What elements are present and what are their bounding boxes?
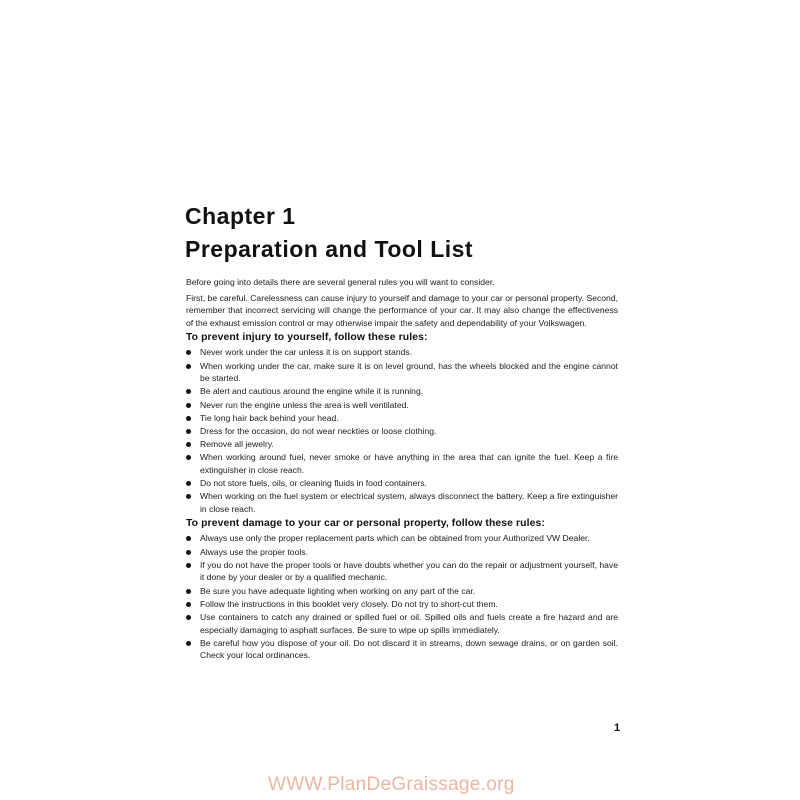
list-item: Never work under the car unless it is on support stands. bbox=[186, 346, 618, 359]
bullet-icon bbox=[186, 429, 191, 434]
list-item: When working under the car, make sure it is on level ground, has the wheels blocked and the engine cannot be started. bbox=[186, 360, 618, 385]
list-item: When working on the fuel system or electrical system, always disconnect the battery. Keep a fire extinguisher in close reach. bbox=[186, 490, 618, 515]
bullet-icon bbox=[186, 416, 191, 421]
bullet-icon bbox=[186, 589, 191, 594]
bullet-icon bbox=[186, 389, 191, 394]
chapter-body bbox=[186, 276, 618, 663]
injury-rules-list bbox=[186, 346, 618, 515]
list-item: Remove all jewelry. bbox=[186, 438, 618, 451]
caution-paragraph: First, be careful. Carelessness can cause injury to yourself and damage to your car or personal property. Second, remember that incorrect servicing will change the performance of your car. It may also change the effectiveness of the exhaust emission control or may otherwise impair the safety and dependability of your Volkswagen. bbox=[186, 292, 618, 328]
list-item: Always use only the proper replacement parts which can be obtained from your Authorized VW Dealer. bbox=[186, 532, 618, 545]
list-item: Dress for the occasion, do not wear neckties or loose clothing. bbox=[186, 425, 618, 438]
list-item: Never run the engine unless the area is well ventilated. bbox=[186, 399, 618, 412]
list-item: Be careful how you dispose of your oil. Do not discard it in streams, down sewage drains, or on garden soil. Check your local ordinances. bbox=[186, 637, 618, 662]
list-item: When working around fuel, never smoke or have anything in the area that can ignite the fuel. Keep a fire extinguisher in close reach. bbox=[186, 451, 618, 476]
list-item: Tie long hair back behind your head. bbox=[186, 412, 618, 425]
list-item: If you do not have the proper tools or have doubts whether you can do the repair or adjustment yourself, have it done by your dealer or by a qualified mechanic. bbox=[186, 559, 618, 584]
bullet-icon bbox=[186, 536, 191, 541]
intro-paragraph: Before going into details there are several general rules you will want to consider. bbox=[186, 277, 495, 287]
bullet-icon bbox=[186, 455, 191, 460]
bullet-icon bbox=[186, 442, 191, 447]
bullet-icon bbox=[186, 481, 191, 486]
page-number: 1 bbox=[614, 722, 621, 734]
bullet-icon bbox=[186, 403, 191, 408]
chapter-number: Chapter 1 bbox=[185, 203, 296, 229]
bullet-icon bbox=[186, 563, 191, 568]
damage-rules-heading: To prevent damage to your car or personal property, follow these rules: bbox=[186, 518, 545, 530]
bullet-icon bbox=[186, 350, 191, 355]
damage-rules-list bbox=[186, 532, 618, 662]
chapter-title bbox=[185, 200, 473, 266]
chapter-name: Preparation and Tool List bbox=[185, 236, 474, 262]
list-item: Be sure you have adequate lighting when working on any part of the car. bbox=[186, 585, 618, 598]
list-item: Follow the instructions in this booklet very closely. Do not try to short-cut them. bbox=[186, 598, 618, 611]
injury-rules-heading: To prevent injury to yourself, follow these rules: bbox=[186, 332, 428, 344]
list-item: Always use the proper tools. bbox=[186, 546, 618, 559]
bullet-icon bbox=[186, 550, 191, 555]
bullet-icon bbox=[186, 615, 191, 620]
bullet-icon bbox=[186, 602, 191, 607]
bullet-icon bbox=[186, 494, 191, 499]
list-item: Be alert and cautious around the engine while it is running. bbox=[186, 385, 618, 398]
list-item: Do not store fuels, oils, or cleaning fluids in food containers. bbox=[186, 477, 618, 490]
bullet-icon bbox=[186, 641, 191, 646]
bullet-icon bbox=[186, 364, 191, 369]
watermark-text: WWW.PlanDeGraissage.org bbox=[268, 774, 515, 795]
list-item: Use containers to catch any drained or spilled fuel or oil. Spilled oils and fuels create a fire hazard and are especially damaging to asphalt surfaces. Be sure to wipe up spills immediately. bbox=[186, 611, 618, 636]
